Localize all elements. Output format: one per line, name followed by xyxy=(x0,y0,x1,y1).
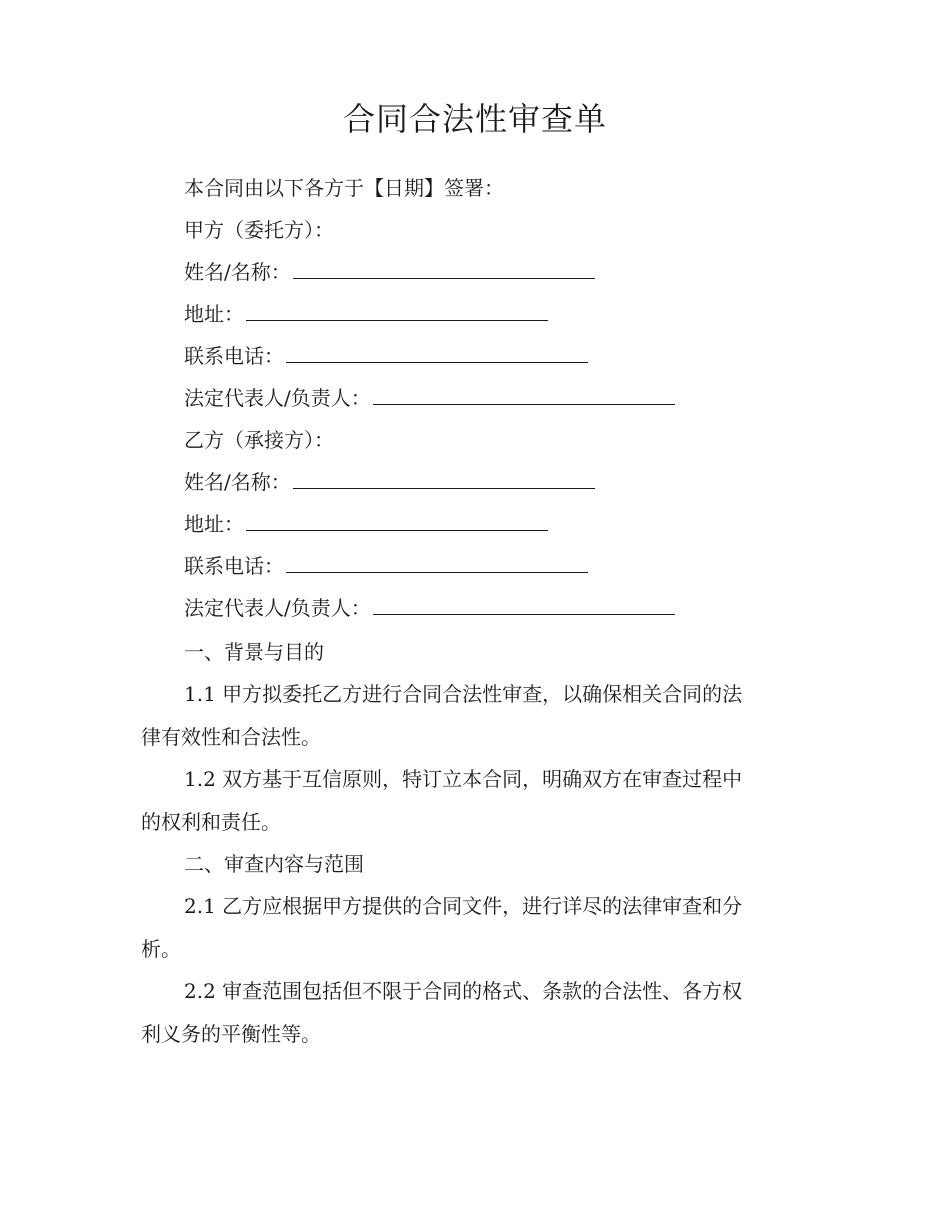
document-title: 合同合法性审查单 xyxy=(342,100,607,138)
party-a-address-row xyxy=(184,299,548,329)
party-a-name-blank[interactable] xyxy=(293,260,595,279)
section-1-para-1-line-2: 律有效性和合法性。 xyxy=(141,725,321,749)
party-a-rep-label: 法定代表人/负责人： xyxy=(184,386,371,410)
party-a-heading: 甲方（委托方）： xyxy=(184,218,334,242)
section-1-para-2-line-1: 1.2 双方基于互信原则，特订立本合同，明确双方在审查过程中 xyxy=(184,767,743,791)
section-2-para-1-line-2: 析。 xyxy=(141,937,181,961)
party-b-rep-label: 法定代表人/负责人： xyxy=(184,596,371,620)
party-a-address-blank[interactable] xyxy=(246,302,548,321)
section-2-para-2-line-1: 2.2 审查范围包括但不限于合同的格式、条款的合法性、各方权 xyxy=(184,979,743,1003)
section-1-para-2-line-2: 的权利和责任。 xyxy=(141,810,281,834)
party-b-address-label: 地址： xyxy=(184,512,244,536)
section-1-para-1-line-1: 1.1 甲方拟委托乙方进行合同合法性审查，以确保相关合同的法 xyxy=(184,682,743,706)
party-b-phone-label: 联系电话： xyxy=(184,554,284,578)
party-a-address-label: 地址： xyxy=(184,302,244,326)
section-2-heading: 二、审查内容与范围 xyxy=(184,852,364,876)
party-a-rep-blank[interactable] xyxy=(373,386,675,405)
party-b-rep-blank[interactable] xyxy=(373,596,675,615)
party-a-rep-row xyxy=(184,383,675,413)
party-a-phone-label: 联系电话： xyxy=(184,344,284,368)
party-b-phone-blank[interactable] xyxy=(286,554,588,573)
party-a-phone-blank[interactable] xyxy=(286,344,588,363)
party-b-phone-row xyxy=(184,551,588,581)
party-a-phone-row xyxy=(184,341,588,371)
section-2-para-1-line-1: 2.1 乙方应根据甲方提供的合同文件，进行详尽的法律审查和分 xyxy=(184,894,743,918)
section-2-para-2-line-2: 利义务的平衡性等。 xyxy=(141,1022,321,1046)
party-b-rep-row xyxy=(184,593,675,623)
party-b-name-row xyxy=(184,467,595,497)
party-b-name-label: 姓名/名称： xyxy=(184,470,291,494)
party-b-name-blank[interactable] xyxy=(293,470,595,489)
party-b-address-row xyxy=(184,509,548,539)
party-b-address-blank[interactable] xyxy=(246,512,548,531)
intro-line: 本合同由以下各方于【日期】签署： xyxy=(184,176,504,200)
party-a-name-label: 姓名/名称： xyxy=(184,260,291,284)
party-b-heading: 乙方（承接方）： xyxy=(184,428,334,452)
section-1-heading: 一、背景与目的 xyxy=(184,640,324,664)
party-a-name-row xyxy=(184,257,595,287)
